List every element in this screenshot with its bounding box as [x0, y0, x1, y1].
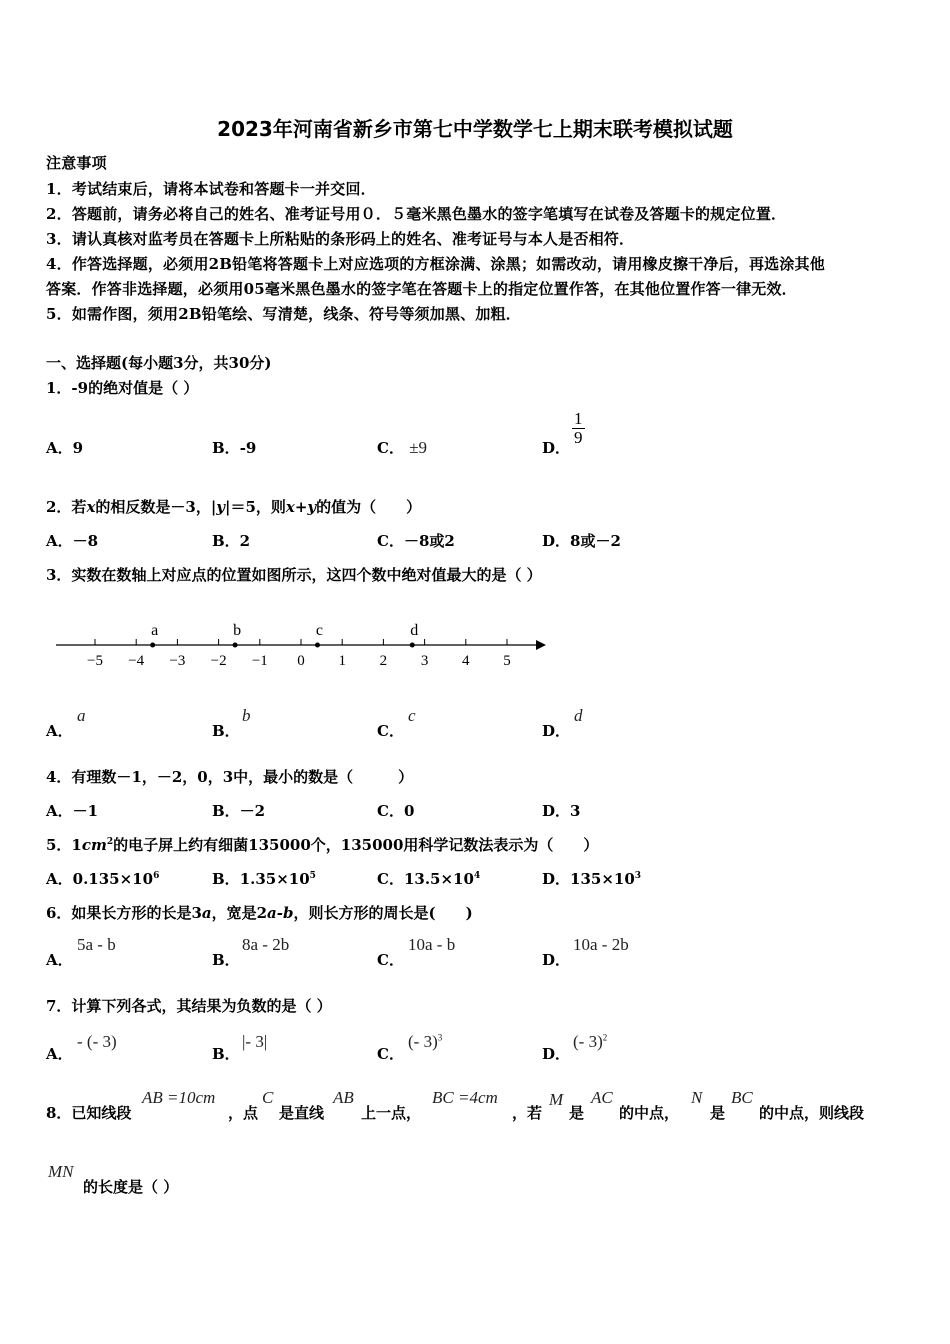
q8-text-1: 8．已知线段: [46, 1104, 132, 1122]
q2-option-a: A．－8: [46, 532, 99, 550]
number-line-tick-label: −5: [87, 653, 103, 669]
notice-item-5: 5．如需作图，须用2B铅笔绘、写清楚，线条、符号等须加黑、加粗．: [46, 305, 521, 323]
q7-option-b-value: |- 3|: [242, 1032, 268, 1051]
q7-option-c: C．: [377, 1045, 404, 1063]
q1-fraction: $\frac{1}{9}$: [574, 409, 583, 447]
number-line-tick-label: 3: [420, 653, 429, 669]
q6-stem: 6．如果长方形的长是3a，宽是2a-b，则长方形的周长是( ): [46, 904, 473, 922]
notice-item-1: 1．考试结束后，请将本试卷和答题卡一并交回．: [46, 180, 376, 198]
q8-text-4: 上一点，: [361, 1104, 422, 1122]
q4-stem: 4．有理数－1，－2，0，3中，最小的数是（ ）: [46, 768, 414, 786]
q6-option-a: A．: [46, 951, 73, 969]
number-line-tick-label: −2: [210, 653, 227, 669]
number-line-arrow: [536, 640, 546, 650]
number-line-tick-label: 5: [503, 653, 511, 669]
page-title: 2023年河南省新乡市第七中学数学七上期末联考模拟试题: [217, 117, 733, 141]
q3-option-d-value: d: [574, 706, 583, 725]
q5-option-a: A．$0.135\times 10^6$: [46, 870, 160, 888]
q1-stem: 1．-9的绝对值是（ ）: [46, 379, 199, 397]
q8-text-5: ，若: [512, 1104, 543, 1122]
number-line-point-label-d: d: [410, 622, 419, 639]
q3-stem: 3．实数在数轴上对应点的位置如图所示，这四个数中绝对值最大的是（ ）: [46, 566, 542, 584]
q8-text-6: 是: [569, 1104, 585, 1122]
number-line-tick-label: −1: [251, 653, 268, 669]
q2-option-d: D．8或－2: [542, 532, 621, 550]
q6-option-d-value: 10a - 2b: [573, 935, 629, 954]
q8-text-10: 的长度是（ ）: [83, 1178, 179, 1196]
number-line-point-a: [150, 643, 155, 648]
q1-option-b: B．-9: [212, 439, 257, 457]
q6-option-b-value: 8a - 2b: [242, 935, 290, 954]
number-line-tick-label: 1: [338, 653, 346, 669]
q8-math-n: N: [691, 1088, 703, 1107]
q8-math-ab: AB =10cm: [142, 1088, 216, 1107]
number-line-tick-label: 0: [297, 653, 305, 669]
notice-item-2: 2．答题前，请务必将自己的姓名、准考证号用０．５毫米黑色墨水的签字笔填写在试卷及答题卡的规定位置．: [46, 205, 787, 223]
notice-heading: 注意事项: [46, 154, 107, 172]
q3-option-b-value: b: [242, 706, 251, 725]
q4-option-b: B．－2: [212, 802, 266, 820]
number-line-tick-label: −4: [128, 653, 145, 669]
q4-option-d: D．3: [542, 802, 581, 820]
q3-option-a: A．: [46, 722, 73, 740]
q6-option-c: C．: [377, 951, 404, 969]
q7-option-c-value: (- 3)$^3$: [408, 1032, 443, 1051]
q3-option-c-value: c: [408, 706, 416, 725]
q1-option-a: A．9: [46, 439, 84, 457]
q6-option-d: D．: [542, 951, 571, 969]
number-line-point-b: [233, 643, 238, 648]
q8-math-ac: AC: [591, 1088, 613, 1107]
number-line-point-d: [410, 643, 415, 648]
q3-option-d: D．: [542, 722, 571, 740]
q8-math-bc-2: BC: [731, 1088, 753, 1107]
q7-option-d-value: (- 3)$^2$: [573, 1032, 608, 1051]
q2-stem: 2．若x的相反数是－3，|y|＝5，则x+y的值为（ ）: [46, 498, 422, 516]
notice-item-4: 4．作答选择题，必须用2B铅笔将答题卡上对应选项的方框涂满、涂黑；如需改动，请用橡皮擦干净后，再选涂其他: [46, 255, 825, 273]
q8-text-9: 的中点，则线段: [759, 1104, 865, 1122]
q6-option-a-value: 5a - b: [77, 935, 116, 954]
number-line-point-c: [315, 643, 320, 648]
q7-stem: 7．计算下列各式，其结果为负数的是（ ）: [46, 997, 332, 1015]
q3-option-b: B．: [212, 722, 240, 740]
q8-math-bc: BC =4cm: [432, 1088, 498, 1107]
notice-item-3: 3．请认真核对监考员在答题卡上所粘贴的条形码上的姓名、准考证号与本人是否相符．: [46, 230, 635, 248]
q5-option-d: D．$135\times 10^3$: [542, 870, 642, 888]
number-line-point-label-c: c: [315, 622, 324, 639]
q7-option-b: B．: [212, 1045, 240, 1063]
q2-option-c: C．－8或2: [377, 532, 455, 550]
q8-math-m: M: [549, 1090, 564, 1109]
q8-text-2: ，点: [228, 1104, 259, 1122]
q5-option-b: B．$1.35\times 10^5$: [212, 870, 316, 888]
q2-option-b: B．2: [212, 532, 251, 550]
q6-option-c-value: 10a - b: [408, 935, 456, 954]
q7-option-a-value: - (- 3): [77, 1032, 117, 1051]
q8-text-3: 是直线: [279, 1104, 325, 1122]
q8-text-8: 是: [710, 1104, 726, 1122]
q5-option-c: C．$13.5\times 10^4$: [377, 870, 481, 888]
q4-option-a: A．－1: [46, 802, 99, 820]
q7-option-a: A．: [46, 1045, 73, 1063]
q3-option-a-value: a: [77, 706, 86, 725]
number-line-tick-label: 2: [379, 653, 388, 669]
notice-item-4-cont: 答案．作答非选择题，必须用05毫米黑色墨水的签字笔在答题卡上的指定位置作答，在其他位置作答一律无效．: [46, 280, 797, 298]
q1-option-d: D．: [542, 439, 571, 457]
q8-text-7: 的中点，: [619, 1104, 680, 1122]
q5-stem: 5．$1cm^2$的电子屏上约有细菌135000个，135000用科学记数法表示为（ ）: [46, 836, 599, 854]
q7-option-d: D．: [542, 1045, 571, 1063]
number-line-point-label-a: a: [151, 622, 159, 639]
q6-option-b: B．: [212, 951, 240, 969]
number-line-point-label-b: b: [233, 622, 242, 639]
q1-option-c: C． ±9: [377, 438, 428, 457]
number-line-tick-label: 4: [462, 653, 470, 669]
q8-math-c: C: [262, 1088, 274, 1107]
q8-math-ab-2: AB: [333, 1088, 354, 1107]
number-line-tick-label: −3: [169, 653, 186, 669]
section-heading: 一、选择题(每小题3分，共30分): [46, 354, 272, 372]
q4-option-c: C．0: [377, 802, 415, 820]
number-line: [40, 615, 560, 675]
q3-option-c: C．: [377, 722, 404, 740]
q8-math-mn: MN: [48, 1162, 74, 1181]
